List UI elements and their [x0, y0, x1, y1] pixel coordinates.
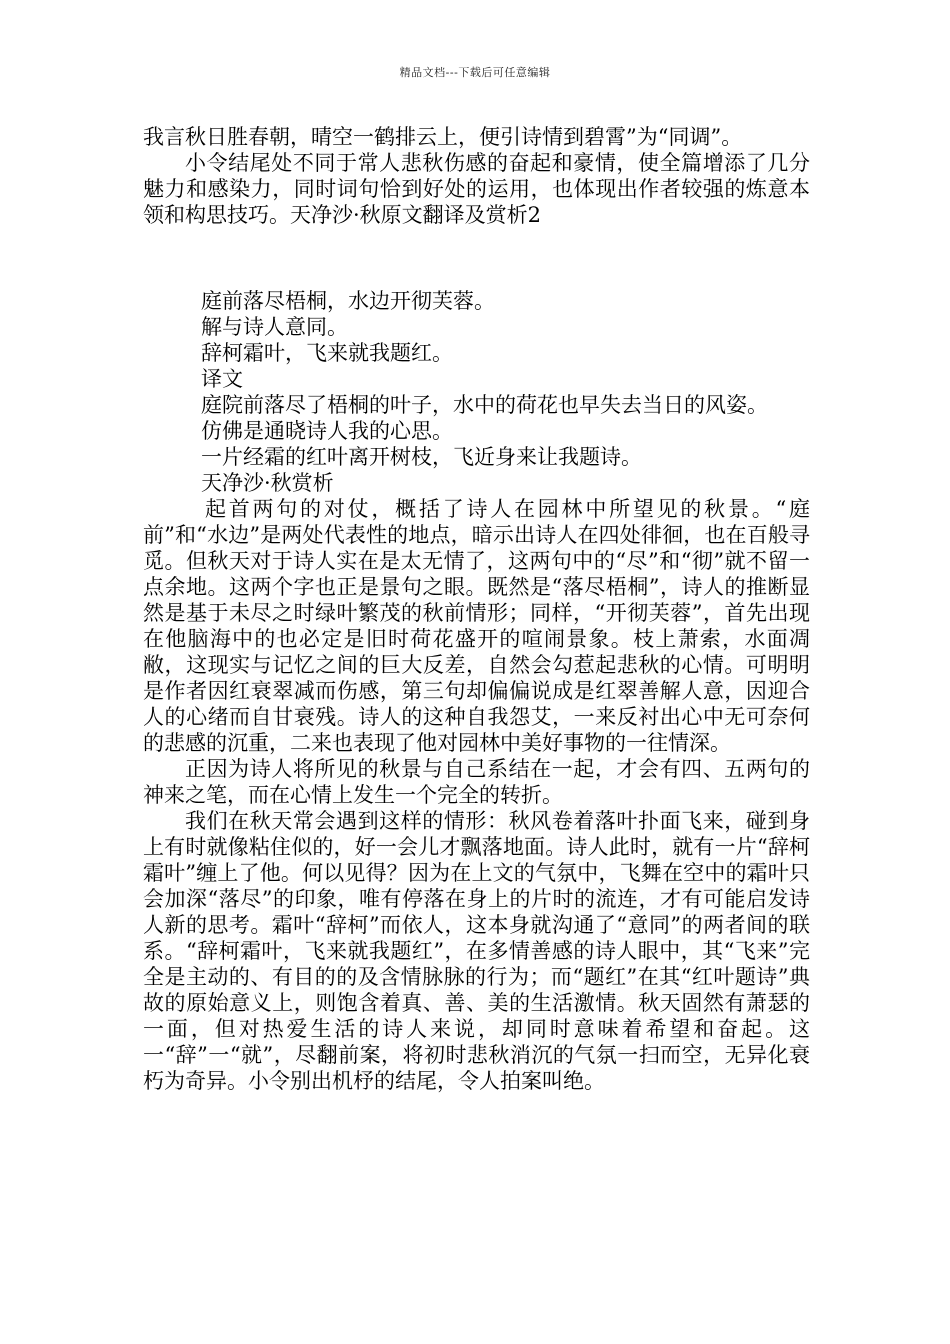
- document-body: [143, 124, 810, 1094]
- translation-heading: 译文: [201, 367, 243, 391]
- page-header: 精品文档---下载后可任意编辑: [399, 66, 551, 79]
- verse-line-2: 解与诗人意同。: [201, 315, 348, 339]
- appreciation-heading: 天净沙·秋赏析: [201, 471, 334, 495]
- paragraph-summary: 小令结尾处不同于常人悲秋伤感的奋起和豪情，使全篇增添了几分魅力和感染力，同时词句恰到好处的运用，也体现出作者较强的炼意本领和构思技巧。天净沙·秋原文翻译及赏析2: [143, 151, 810, 227]
- section-gap: [143, 228, 810, 288]
- translation-line-2: 仿佛是通晓诗人我的心思。: [201, 419, 453, 443]
- verse-line-1: 庭前落尽梧桐，水边开彻芙蓉。: [201, 289, 495, 313]
- translation-line-1: 庭院前落尽了梧桐的叶子，水中的荷花也早失去当日的风姿。: [201, 393, 768, 417]
- verse-line-3: 辞柯霜叶，飞来就我题红。: [201, 341, 453, 365]
- appreciation-paragraph-2: 正因为诗人将所见的秋景与自己系结在一起，才会有四、五两句的神来之笔，而在心情上发生一个完全的转折。: [143, 757, 810, 807]
- translation-line-3: 一片经霜的红叶离开树枝，飞近身来让我题诗。: [201, 445, 642, 469]
- appreciation-paragraph-3: 我们在秋天常会遇到这样的情形：秋风卷着落叶扑面飞来，碰到身上有时就像粘住似的，好一会儿才飘落地面。诗人此时，就有一片“辞柯霜叶”缠上了他。何以见得？因为在上文的气氛中，飞舞在空中的霜叶只会加深“落尽”的印象，唯有停落在身上的片时的流连，才有可能启发诗人新的思考。霜叶“辞柯”而依人，这本身就沟通了“意同”的两者间的联系。“辞柯霜叶，飞来就我题红”，在多情善感的诗人眼中，其“飞来”完全是主动的、有目的的及含情脉脉的行为；而“题红”在其“红叶题诗”典故的原始意义上，则饱含着真、善、美的生活激情。秋天固然有萧瑟的一面，但对热爱生活的诗人来说，却同时意味着希望和奋起。这一“辞”一“就”，尽翻前案，将初时悲秋消沉的气氛一扫而空，无异化衰朽为奇异。小令别出机杼的结尾，令人拍案叫绝。: [143, 809, 810, 1093]
- paragraph-continuation: 我言秋日胜春朝，晴空一鹤排云上，便引诗情到碧霄”为“同调”。: [143, 125, 743, 149]
- appreciation-paragraph-1: 起首两句的对仗，概括了诗人在园林中所望见的秋景。“庭前”和“水边”是两处代表性的地点，暗示出诗人在四处徘徊，也在百般寻觅。但秋天对于诗人实在是太无情了，这两句中的“尽”和“彻”就不留一点余地。这两个字也正是景句之眼。既然是“落尽梧桐”，诗人的推断显然是基于未尽之时绿叶繁茂的秋前情形；同样，“开彻芙蓉”，首先出现在他脑海中的也必定是旧时荷花盛开的喧闹景象。枝上萧索，水面凋敝，这现实与记忆之间的巨大反差，自然会勾惹起悲秋的心情。可明明是作者因红衰翠减而伤感，第三句却偏偏说成是红翠善解人意，因迎合人的心绪而自甘衰残。诗人的这种自我怨艾，一来反衬出心中无可奈何的悲感的沉重，二来也表现了他对园林中美好事物的一往情深。: [143, 497, 810, 755]
